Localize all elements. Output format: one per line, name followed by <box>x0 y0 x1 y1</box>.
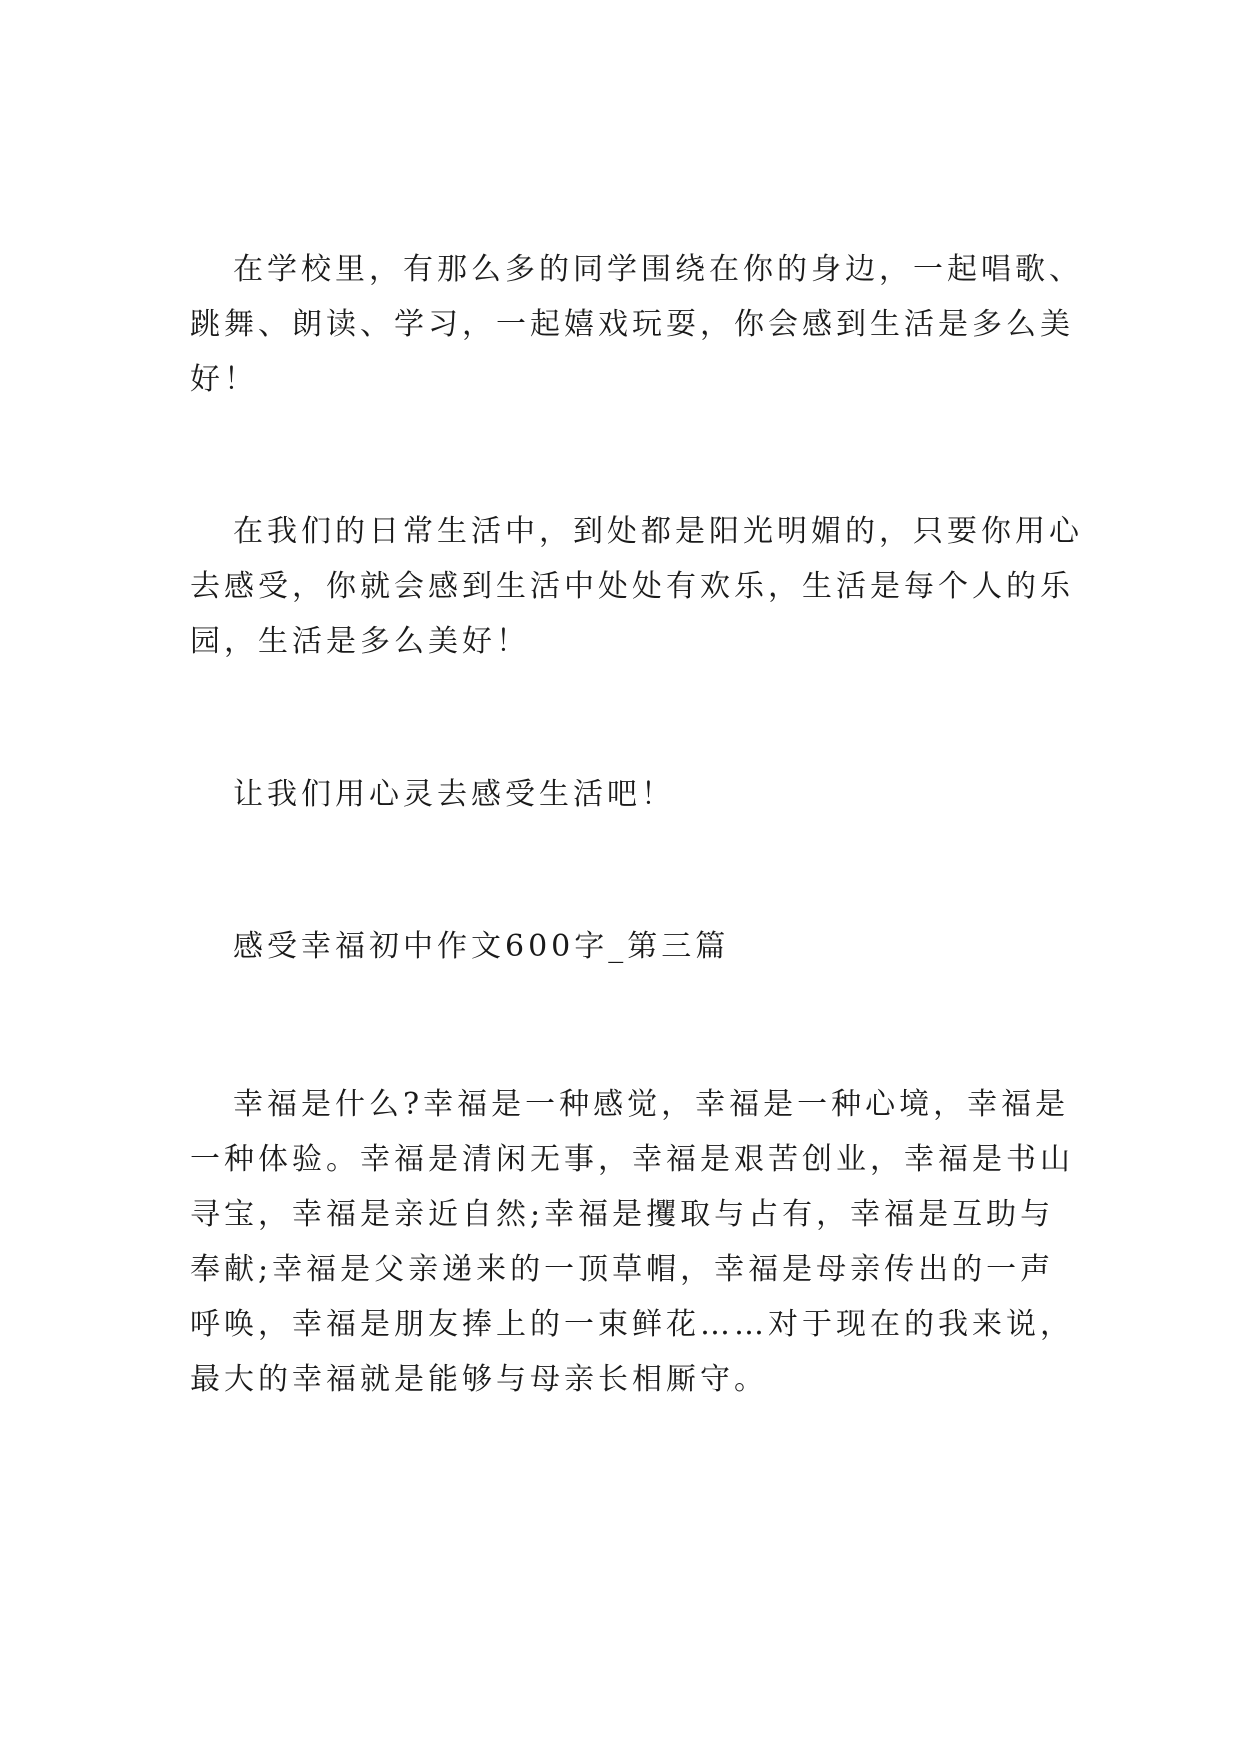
paragraph-5-line-4: 奉献;幸福是父亲递来的一顶草帽，幸福是母亲传出的一声 <box>190 1252 1055 1287</box>
paragraph-1-line-3: 好！ <box>190 362 258 397</box>
paragraph-2-line-1: 在我们的日常生活中，到处都是阳光明媚的，只要你用心 <box>233 514 1083 549</box>
paragraph-5-line-1: 幸福是什么?幸福是一种感觉，幸福是一种心境，幸福是 <box>233 1087 1070 1122</box>
paragraph-5-line-2: 一种体验。幸福是清闲无事，幸福是艰苦创业，幸福是书山 <box>190 1142 1074 1177</box>
paragraph-5-line-6: 最大的幸福就是能够与母亲长相厮守。 <box>190 1362 768 1397</box>
section-heading: 感受幸福初中作文600字_第三篇 <box>233 929 730 964</box>
paragraph-5-line-3: 寻宝，幸福是亲近自然;幸福是攫取与占有，幸福是互助与 <box>190 1197 1055 1232</box>
paragraph-1-line-2: 跳舞、朗读、学习，一起嬉戏玩耍，你会感到生活是多么美 <box>190 307 1074 342</box>
paragraph-1-line-1: 在学校里，有那么多的同学围绕在你的身边，一起唱歌、 <box>233 252 1083 287</box>
paragraph-2-line-3: 园，生活是多么美好！ <box>190 624 530 659</box>
paragraph-3-line-1: 让我们用心灵去感受生活吧！ <box>233 777 675 812</box>
paragraph-5-line-5: 呼唤，幸福是朋友捧上的一束鲜花……对于现在的我来说， <box>190 1307 1074 1342</box>
paragraph-2-line-2: 去感受，你就会感到生活中处处有欢乐，生活是每个人的乐 <box>190 569 1074 604</box>
